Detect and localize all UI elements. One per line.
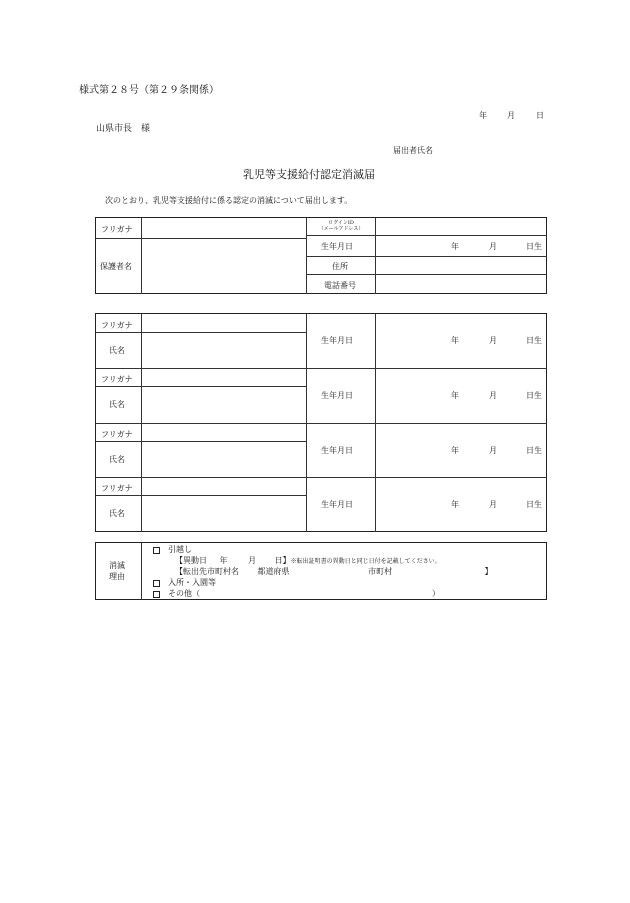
child-birth-year: 年 bbox=[451, 500, 459, 509]
move-checkbox[interactable] bbox=[153, 547, 160, 554]
admission-checkbox[interactable] bbox=[153, 580, 160, 587]
child-birth-label: 生年月日 bbox=[321, 391, 353, 400]
guardian-name-field[interactable] bbox=[142, 239, 306, 294]
form-number: 様式第２８号（第２９条関係） bbox=[79, 85, 219, 96]
child-birth-month: 月 bbox=[489, 336, 497, 345]
applicant-name-label: 届出者氏名 bbox=[393, 146, 433, 155]
child-birth-year: 年 bbox=[451, 336, 459, 345]
applicant-name-field[interactable] bbox=[445, 140, 555, 154]
child-name-field[interactable] bbox=[142, 496, 306, 532]
children-table bbox=[95, 313, 547, 532]
child-furigana-field[interactable] bbox=[142, 369, 306, 386]
child-birth-label: 生年月日 bbox=[321, 446, 353, 455]
child-name-label: 氏名 bbox=[109, 346, 125, 355]
reason-other-option[interactable]: その他（ ） bbox=[153, 588, 440, 599]
child-furigana-field[interactable] bbox=[142, 478, 306, 495]
child-name-label: 氏名 bbox=[109, 400, 125, 409]
child-furigana-label: フリガナ bbox=[101, 375, 133, 384]
child-furigana-field[interactable] bbox=[142, 424, 306, 441]
phone-label: 電話番号 bbox=[324, 281, 356, 290]
child-name-label: 氏名 bbox=[109, 509, 125, 518]
child-birth-label: 生年月日 bbox=[321, 500, 353, 509]
child-birth-year: 年 bbox=[451, 391, 459, 400]
child-birth-day: 日生 bbox=[526, 500, 542, 509]
date-month-label: 月 bbox=[507, 111, 515, 120]
child-furigana-field[interactable] bbox=[142, 314, 306, 332]
child-name-field[interactable] bbox=[142, 387, 306, 423]
destination-line: 【転出先市町村名 都道府県 市町村 】 bbox=[175, 567, 493, 576]
guardian-birth-year: 年 bbox=[451, 242, 459, 251]
reason-move-option[interactable]: 引越し bbox=[153, 544, 192, 555]
guardian-birth-day: 日生 bbox=[526, 242, 542, 251]
date-day-label: 日 bbox=[536, 111, 544, 120]
intro-text: 次のとおり、乳児等支援給付に係る認定の消滅について届出します。 bbox=[105, 196, 353, 205]
child-furigana-label: フリガナ bbox=[101, 321, 133, 330]
move-date-line: 【異動日 年 月 日】※転出証明書の異動日と同じ日付を記載してください。 bbox=[175, 556, 441, 565]
child-name-field[interactable] bbox=[142, 333, 306, 368]
addressee: 山県市長 様 bbox=[96, 124, 151, 134]
page-title: 乳児等支援給付認定消滅届 bbox=[243, 168, 375, 181]
guardian-table bbox=[95, 217, 547, 294]
child-furigana-label: フリガナ bbox=[101, 484, 133, 493]
guardian-birth-label: 生年月日 bbox=[321, 242, 353, 251]
guardian-name-label: 保護者名 bbox=[100, 262, 132, 271]
reason-label: 消滅 理由 bbox=[109, 561, 125, 581]
login-id-label: ログインID （メールアドレス） bbox=[318, 220, 364, 232]
reason-table bbox=[95, 542, 547, 600]
child-birth-month: 月 bbox=[489, 391, 497, 400]
phone-field[interactable] bbox=[376, 275, 547, 294]
child-birth-day: 日生 bbox=[526, 336, 542, 345]
child-furigana-label: フリガナ bbox=[101, 430, 133, 439]
guardian-furigana-field[interactable] bbox=[142, 218, 306, 238]
address-field[interactable] bbox=[376, 257, 547, 274]
login-id-field[interactable] bbox=[376, 218, 547, 235]
child-birth-label: 生年月日 bbox=[321, 336, 353, 345]
child-birth-month: 月 bbox=[489, 500, 497, 509]
child-birth-day: 日生 bbox=[526, 446, 542, 455]
child-birth-year: 年 bbox=[451, 446, 459, 455]
address-label: 住所 bbox=[332, 262, 348, 271]
reason-admission-option[interactable]: 入所・入園等 bbox=[153, 577, 216, 588]
child-birth-day: 日生 bbox=[526, 391, 542, 400]
guardian-furigana-label: フリガナ bbox=[101, 225, 133, 234]
date-year-label: 年 bbox=[479, 111, 487, 120]
child-birth-month: 月 bbox=[489, 446, 497, 455]
other-checkbox[interactable] bbox=[153, 591, 160, 598]
guardian-birth-month: 月 bbox=[489, 242, 497, 251]
child-name-field[interactable] bbox=[142, 442, 306, 477]
child-name-label: 氏名 bbox=[109, 455, 125, 464]
